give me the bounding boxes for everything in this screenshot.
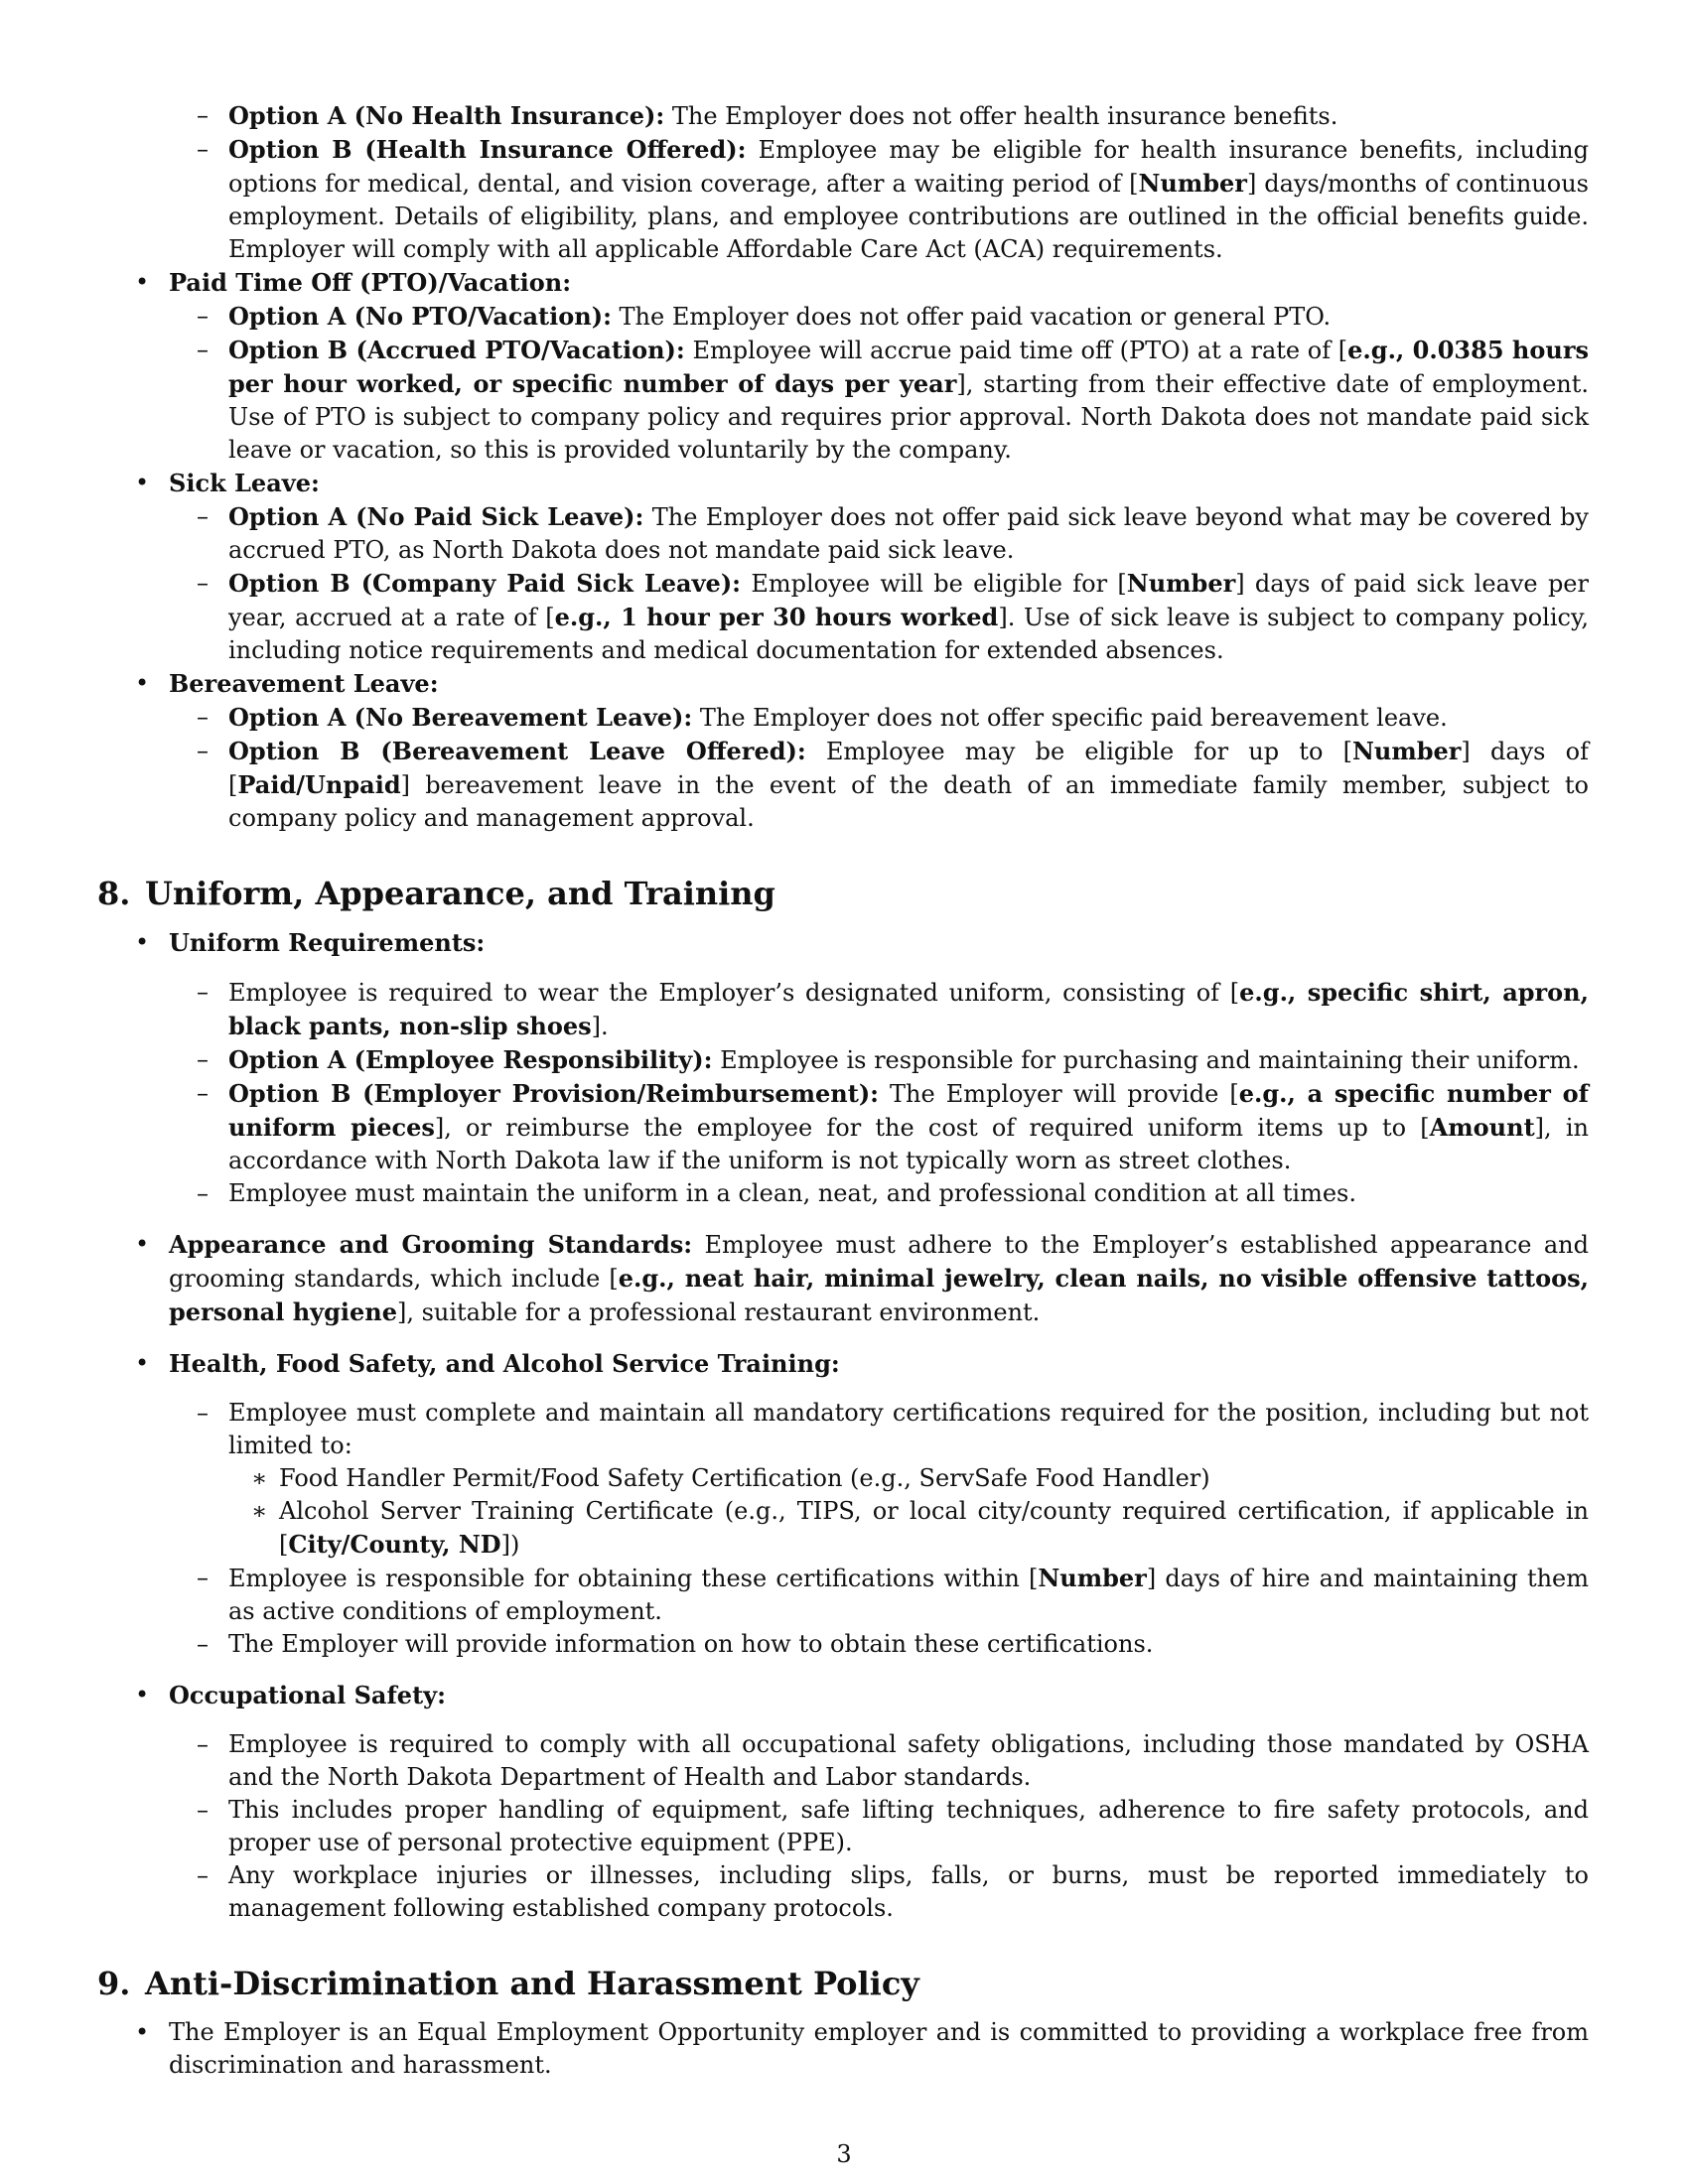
page-number: 3	[836, 2140, 852, 2168]
text: ] days of hire and maintaining them as active conditions of employment.	[228, 1565, 1590, 1625]
text: ])	[500, 1531, 520, 1559]
text: The Employer does not offer paid vacation or general PTO.	[611, 303, 1332, 331]
bold-text: Option B (Employer Provision/Reimbursement):	[228, 1079, 880, 1108]
text: The Employer is an Equal Employment Opportunity employer and is committed to providing a workplace free from discrimination and harassment.	[169, 2018, 1589, 2079]
section-title: Uniform, Appearance, and Training	[145, 875, 775, 912]
bold-text: e.g., neat hair, minimal jewelry, clean nails, no visible offensive tattoos, personal hygiene	[169, 1264, 1589, 1326]
section-number: 9.	[97, 1965, 131, 2002]
text: ] days/months of continuous employment. Details of eligibility, plans, and employee contributions are outlined in the official benefits guide. Employer will comply with all applicable Affordable Care Act (ACA) requirements.	[228, 170, 1589, 263]
sub-item	[97, 701, 1589, 735]
bold-text: Amount	[1429, 1113, 1535, 1142]
sub-sub-item	[97, 1462, 1589, 1495]
text: Employee is required to comply with all occupational safety obligations, including those mandated by OSHA and the North Dakota Department of Health and Labor standards.	[228, 1730, 1589, 1791]
bold-text: Appearance and Grooming Standards:	[169, 1230, 693, 1259]
bold-text: Health, Food Safety, and Alcohol Service Training:	[169, 1349, 840, 1378]
bullet-item	[97, 266, 1589, 300]
text: ] days of paid sick leave per year, accrued at a rate of [	[228, 570, 1589, 631]
bold-text: Number	[1351, 737, 1462, 765]
bullet-item	[97, 667, 1589, 701]
text: ] days of [	[228, 738, 1590, 799]
bold-text: Paid/Unpaid	[237, 770, 401, 799]
text: The Employer will provide [	[879, 1080, 1239, 1108]
bold-text: Option A (Employee Responsibility):	[228, 1045, 713, 1074]
bold-text: e.g., specific shirt, apron, black pants, non-slip shoes	[228, 978, 1589, 1040]
bold-text: Option A (No Bereavement Leave):	[228, 703, 693, 732]
sub-sub-item	[97, 1495, 1589, 1562]
bold-text: Number	[1038, 1564, 1147, 1592]
text: ], in accordance with North Dakota law if the uniform is not typically worn as street clothes.	[228, 1114, 1589, 1174]
sub-item	[97, 735, 1589, 835]
bold-text: Paid Time Off (PTO)/Vacation:	[169, 268, 572, 297]
text: Alcohol Server Training Certificate (e.g., TIPS, or local city/county required certification, if applicable in [	[279, 1497, 1589, 1559]
text: ]. Use of sick leave is subject to company policy, including notice requirements and medical documentation for extended absences.	[228, 604, 1589, 664]
bullet-item	[97, 467, 1589, 500]
sub-item	[97, 1859, 1589, 1925]
bold-text: e.g., 0.0385 hours per hour worked, or specific number of days per year	[228, 336, 1589, 398]
sub-item	[97, 567, 1589, 667]
sub-item	[97, 976, 1589, 1043]
bold-text: e.g., 1 hour per 30 hours worked	[554, 603, 999, 631]
bold-text: Option A (No Health Insurance):	[228, 101, 665, 130]
sub-item	[97, 133, 1589, 266]
bold-text: Number	[1126, 569, 1236, 598]
sub-item	[97, 334, 1589, 467]
bold-text: Option B (Accrued PTO/Vacation):	[228, 336, 685, 364]
bullet-item	[97, 1228, 1589, 1329]
sub-item	[97, 1043, 1589, 1077]
bold-text: Option A (No PTO/Vacation):	[228, 302, 612, 331]
bullet-item	[97, 1679, 1589, 1712]
text: Employee is responsible for obtaining these certifications within [	[228, 1565, 1039, 1592]
text: ] bereavement leave in the event of the death of an immediate family member, subject to company policy and management approval.	[228, 771, 1589, 832]
sub-item	[97, 1628, 1589, 1661]
sub-item	[97, 1177, 1589, 1210]
text: Employee must maintain the uniform in a clean, neat, and professional condition at all times.	[228, 1179, 1357, 1207]
text: ], or reimburse the employee for the cost of required uniform items up to [	[434, 1114, 1430, 1142]
text: The Employer does not offer specific paid bereavement leave.	[692, 704, 1448, 732]
text: Employee is required to wear the Employer’s designated uniform, consisting of [	[228, 979, 1240, 1007]
sub-item	[97, 300, 1589, 334]
sub-item	[97, 1562, 1589, 1628]
text: Employee may be eligible for up to [	[805, 738, 1352, 765]
text: The Employer will provide information on how to obtain these certifications.	[228, 1630, 1154, 1658]
text: Food Handler Permit/Food Safety Certification (e.g., ServSafe Food Handler)	[279, 1464, 1210, 1492]
text: Employee may be eligible for health insurance benefits, including options for medical, dental, and vision coverage, after a waiting period of [	[228, 136, 1589, 198]
bullet-item	[97, 1347, 1589, 1381]
bold-text: Option B (Bereavement Leave Offered):	[228, 737, 806, 765]
text: Employee will accrue paid time off (PTO) at a rate of [	[684, 337, 1348, 364]
section-number: 8.	[97, 875, 131, 912]
sub-item	[97, 1794, 1589, 1859]
sub-item	[97, 1728, 1589, 1794]
text: Employee will be eligible for [	[741, 570, 1127, 598]
bold-text: Number	[1138, 169, 1247, 198]
bold-text: Option B (Company Paid Sick Leave):	[228, 569, 742, 598]
text: ].	[591, 1013, 609, 1040]
bullet-item	[97, 926, 1589, 960]
section-heading	[97, 873, 1589, 914]
bold-text: Sick Leave:	[169, 469, 320, 497]
sub-item	[97, 1077, 1589, 1177]
document-body	[97, 99, 1589, 2082]
sub-item	[97, 99, 1589, 133]
section-title: Anti-Discrimination and Harassment Policy	[145, 1965, 919, 2002]
bold-text: Uniform Requirements:	[169, 928, 486, 957]
text: The Employer does not offer health insurance benefits.	[664, 102, 1338, 130]
text: Employee is responsible for purchasing and maintaining their uniform.	[712, 1046, 1580, 1074]
text: Employee must complete and maintain all mandatory certifications required for the position, including but not limited to:	[228, 1399, 1589, 1459]
text: ], suitable for a professional restaurant environment.	[396, 1298, 1041, 1326]
text: ], starting from their effective date of employment. Use of PTO is subject to company policy and requires prior approval. North Dakota does not mandate paid sick leave or vacation, so this is provided voluntarily by the company.	[228, 370, 1590, 464]
text: This includes proper handling of equipment, safe lifting techniques, adherence to fire safety protocols, and proper use of personal protective equipment (PPE).	[228, 1796, 1589, 1856]
text: Employee must adhere to the Employer’s established appearance and grooming standards, which include [	[169, 1231, 1589, 1293]
bold-text: e.g., a specific number of uniform pieces	[228, 1079, 1590, 1142]
bold-text: City/County, ND	[288, 1530, 501, 1559]
bold-text: Occupational Safety:	[169, 1681, 446, 1709]
bold-text: Option A (No Paid Sick Leave):	[228, 502, 644, 531]
bold-text: Option B (Health Insurance Offered):	[228, 135, 747, 164]
bold-text: Bereavement Leave:	[169, 669, 439, 698]
text: Any workplace injuries or illnesses, including slips, falls, or burns, must be reported immediately to management following established company protocols.	[228, 1861, 1589, 1922]
sub-item	[97, 1397, 1589, 1462]
section-heading	[97, 1963, 1589, 2004]
text: The Employer does not offer paid sick leave beyond what may be covered by accrued PTO, as North Dakota does not mandate paid sick leave.	[228, 503, 1589, 564]
bullet-item	[97, 2016, 1589, 2082]
sub-item	[97, 500, 1589, 567]
